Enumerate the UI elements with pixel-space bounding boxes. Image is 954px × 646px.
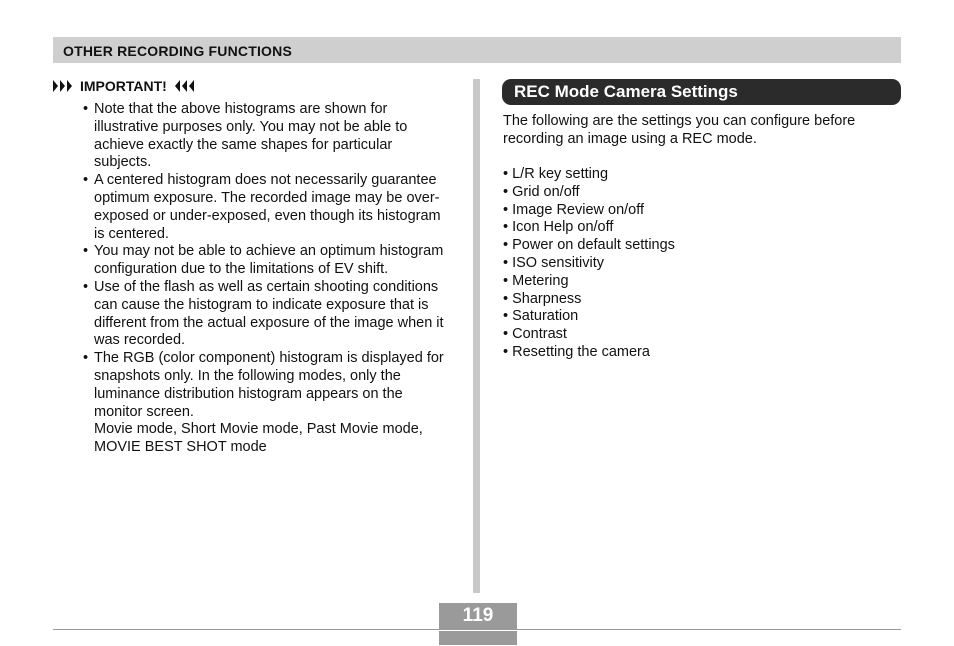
setting-label: Grid on/off bbox=[512, 183, 580, 200]
bullet: • bbox=[503, 343, 509, 360]
page-number-base bbox=[439, 631, 517, 645]
note-text: Note that the above histograms are shown for illustrative purposes only. You may not be able to achieve exactly the same shapes for particular subjects. bbox=[94, 101, 408, 171]
bullet: • bbox=[503, 237, 509, 254]
section-title: REC Mode Camera Settings bbox=[514, 82, 738, 101]
bullet: • bbox=[503, 219, 509, 236]
list-item bbox=[503, 202, 675, 220]
important-arrow-left-icon bbox=[173, 79, 195, 93]
bullet: • bbox=[83, 243, 89, 260]
list-item bbox=[83, 243, 453, 279]
note-text: Use of the flash as well as certain shooting conditions can cause the histogram to indicate exposure that is different from the actual exposure of the image when it was recorded. bbox=[94, 278, 444, 349]
note-text: A centered histogram does not necessarily guarantee optimum exposure. The recorded image may be over-exposed or under-exposed, even though its histogram is centered. bbox=[94, 172, 441, 242]
setting-label: Sharpness bbox=[512, 290, 582, 307]
page-header-title: OTHER RECORDING FUNCTIONS bbox=[63, 43, 292, 59]
note-text: You may not be able to achieve an optimum histogram configuration due to the limitations of EV shift. bbox=[94, 243, 444, 278]
setting-label: ISO sensitivity bbox=[512, 254, 604, 271]
list-item bbox=[83, 101, 453, 172]
list-item bbox=[503, 255, 675, 273]
list-item bbox=[503, 166, 675, 184]
list-item bbox=[503, 219, 675, 237]
list-item bbox=[503, 326, 675, 344]
setting-label: Resetting the camera bbox=[512, 343, 650, 360]
page-number-box bbox=[439, 603, 517, 645]
list-item bbox=[503, 291, 675, 309]
note-text: The RGB (color component) histogram is displayed for snapshots only. In the following modes, only the luminance distribution histogram appears on the monitor screen. bbox=[94, 350, 444, 420]
bullet: • bbox=[503, 308, 509, 325]
bullet: • bbox=[503, 166, 509, 182]
column-divider bbox=[473, 79, 480, 593]
important-label: IMPORTANT! bbox=[80, 78, 167, 94]
list-item bbox=[503, 237, 675, 255]
bullet: • bbox=[83, 172, 89, 189]
section-intro: The following are the settings you can configure before recording an image using a REC mode. bbox=[503, 113, 856, 147]
list-item bbox=[83, 172, 453, 243]
setting-label: Saturation bbox=[512, 308, 579, 325]
bullet: • bbox=[503, 254, 509, 271]
list-item bbox=[503, 184, 675, 202]
important-arrow-right-icon bbox=[52, 79, 74, 93]
note-modes-text: Movie mode, Short Movie mode, Past Movie mode, MOVIE BEST SHOT mode bbox=[94, 421, 423, 456]
bullet: • bbox=[83, 278, 89, 295]
setting-label: Metering bbox=[512, 272, 569, 289]
bullet: • bbox=[503, 201, 509, 218]
setting-label: Power on default settings bbox=[512, 237, 675, 254]
settings-list bbox=[503, 166, 675, 362]
bullet: • bbox=[83, 350, 89, 367]
important-notice-heading bbox=[52, 78, 195, 94]
bullet: • bbox=[83, 101, 89, 117]
list-item bbox=[83, 350, 453, 457]
section-heading-bar bbox=[502, 79, 901, 105]
page-number: 119 bbox=[462, 605, 494, 626]
header-bar bbox=[53, 37, 901, 63]
bullet: • bbox=[503, 290, 509, 307]
list-item bbox=[503, 273, 675, 291]
setting-label: Contrast bbox=[512, 326, 567, 343]
list-item bbox=[503, 344, 675, 362]
setting-label: Icon Help on/off bbox=[512, 219, 614, 236]
list-item bbox=[503, 308, 675, 326]
bullet: • bbox=[503, 272, 509, 289]
setting-label: Image Review on/off bbox=[512, 201, 645, 218]
important-notes-list bbox=[83, 101, 453, 457]
list-item bbox=[83, 279, 453, 350]
setting-label: L/R key setting bbox=[512, 166, 609, 182]
bullet: • bbox=[503, 183, 509, 200]
bullet: • bbox=[503, 326, 509, 343]
